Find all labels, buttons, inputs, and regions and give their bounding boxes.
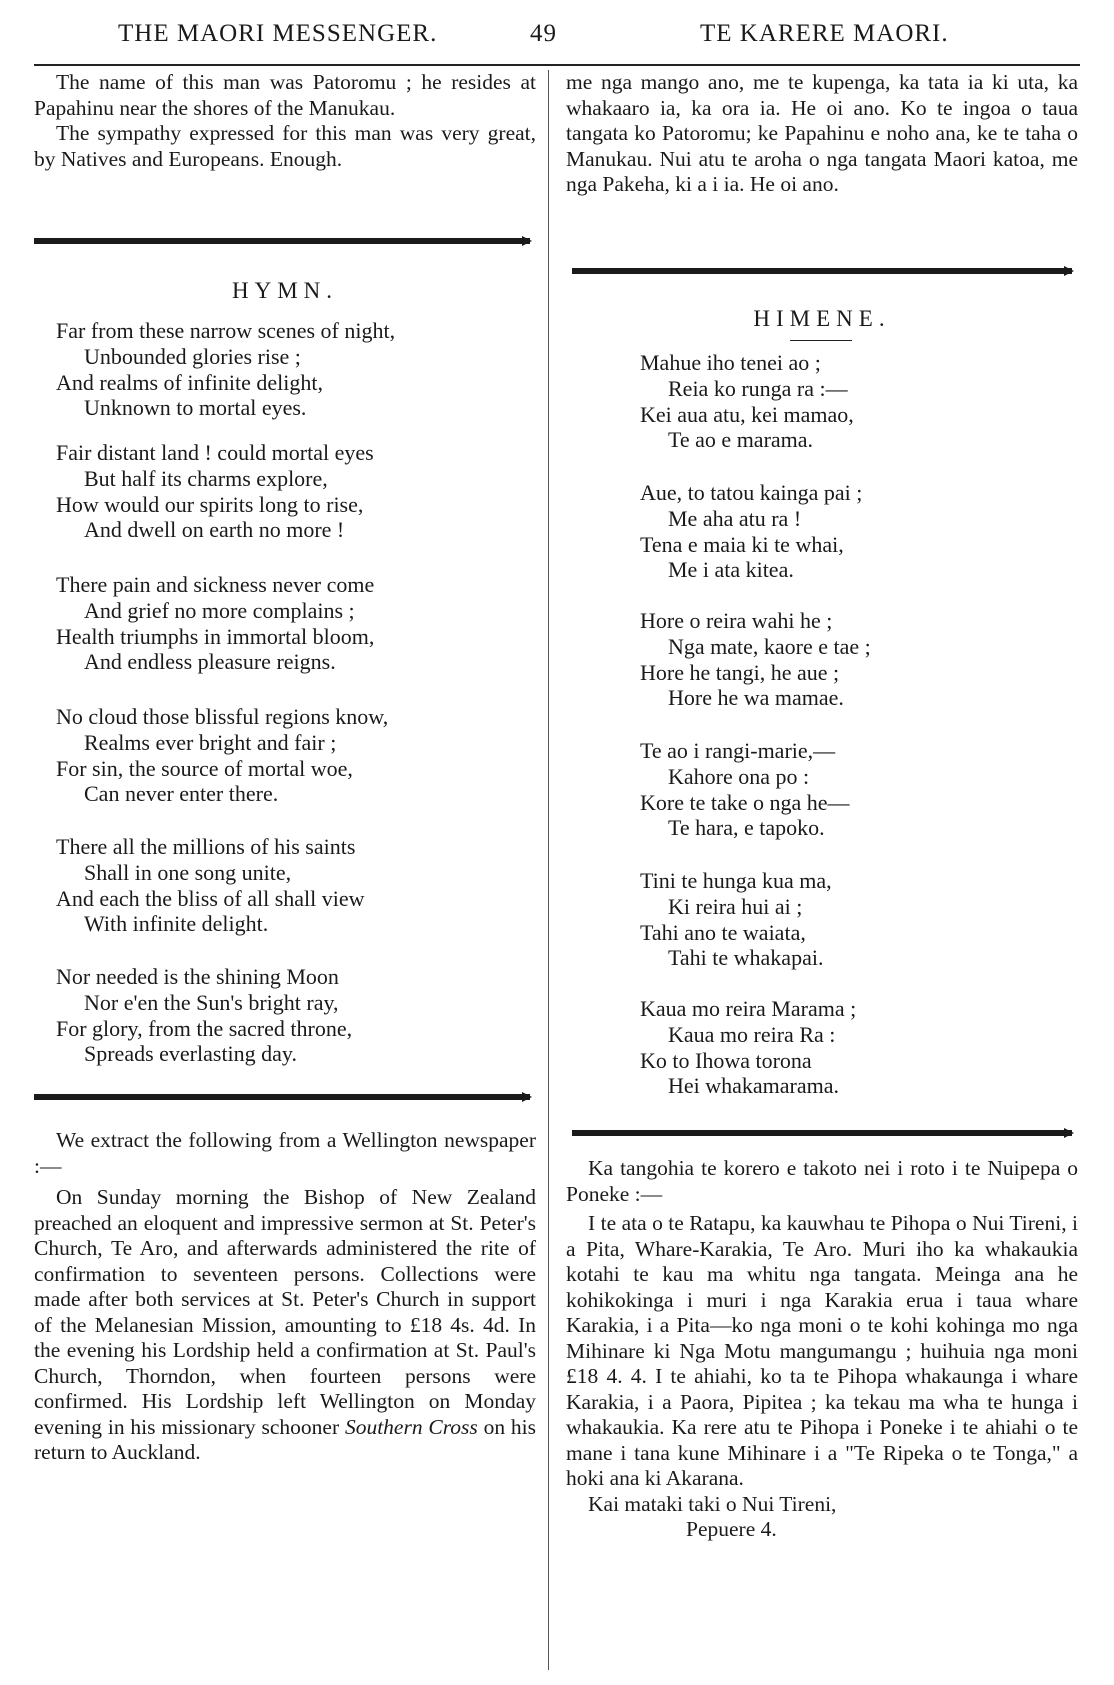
- hymn-line: Can never enter there.: [84, 781, 279, 807]
- hymn-line: Unbounded glories rise ;: [84, 343, 301, 369]
- extract-end-text: on his return to Auckland.: [34, 1414, 537, 1464]
- hymn-line: Realms ever bright and fair ;: [84, 729, 337, 755]
- himene-line: Tena e maia ki te whai,: [640, 531, 844, 557]
- hymn-line: And endless pleasure reigns.: [84, 649, 336, 675]
- hymn-line: Fair distant land ! could mortal eyes: [56, 440, 374, 465]
- himene-line: Hore he wa mamae.: [668, 685, 844, 711]
- himene-line: Te ao i rangi-marie,—: [640, 738, 836, 763]
- maori-intro-paragraph: me nga mango ano, me te kupenga, ka tata ia ki uta, ka whakaaro ia, ka ora ia. He oi ano. Ko te ingoa o taua tangata ko Patoromu; ke Papahinu e noho ana, ke te taha o Manukau. Nui atu te aroha o nga tangata Maori katoa, me nga Pakeha, ki a i ia. He oi ano.: [566, 70, 1078, 196]
- header-rule: [34, 64, 1080, 66]
- hymn-stanza-6: [56, 964, 352, 1067]
- hymn-line: No cloud those blissful regions know,: [56, 704, 389, 729]
- ship-name: Southern Cross: [344, 1414, 478, 1439]
- title-underline: [790, 340, 852, 341]
- himene-line: Tahi te whakapai.: [668, 945, 824, 971]
- himene-stanza-1: [640, 350, 854, 453]
- poneke-extract: [566, 1156, 1078, 1543]
- hymn-line: How would our spirits long to rise,: [56, 491, 364, 517]
- hymn-line: Shall in one song unite,: [84, 859, 292, 885]
- himene-line: Mahue iho tenei ao ;: [640, 350, 821, 375]
- himene-line: Ko to Ihowa torona: [640, 1047, 812, 1073]
- column-divider: [548, 70, 549, 1670]
- himene-line: Reia ko runga ra :—: [668, 375, 848, 401]
- page-header: [0, 0, 1114, 52]
- hymn-line: And dwell on earth no more !: [84, 517, 345, 543]
- hymn-stanza-5: [56, 834, 365, 937]
- himene-line: Kahore ona po :: [668, 763, 810, 789]
- wellington-extract: [34, 1128, 536, 1466]
- extract-intro: We extract the following from a Wellington newspaper :—: [34, 1128, 536, 1178]
- himene-line: Ki reira hui ai ;: [668, 893, 803, 919]
- himene-line: Te hara, e tapoko.: [668, 815, 825, 841]
- himene-line: Kaua mo reira Marama ;: [640, 996, 857, 1021]
- hymn-line: There pain and sickness never come: [56, 572, 375, 597]
- hymn-line: Health triumphs in immortal bloom,: [56, 623, 375, 649]
- hymn-line: But half its charms explore,: [84, 465, 328, 491]
- header-maori-title: TE KARERE MAORI.: [700, 20, 949, 47]
- section-rule-left-2: [34, 1094, 530, 1100]
- hymn-stanza-2: [56, 440, 374, 543]
- himene-line: Tahi ano te waiata,: [640, 919, 806, 945]
- himene-stanza-2: [640, 480, 862, 583]
- signoff: Kai mataki taki o Nui Tireni,: [588, 1491, 837, 1516]
- himene-line: Hore he tangi, he aue ;: [640, 659, 840, 685]
- section-rule-right-1: [572, 268, 1072, 274]
- himene-stanza-4: [640, 738, 850, 841]
- hymn-line: With infinite delight.: [84, 911, 269, 937]
- sympathy-paragraph: The sympathy expressed for this man was very great, by Natives and Europeans. Enough.: [34, 121, 536, 171]
- hymn-line: Nor e'en the Sun's bright ray,: [84, 989, 339, 1015]
- date-line: Pepuere 4.: [686, 1517, 777, 1541]
- section-rule-left-1: [34, 238, 530, 244]
- himene-stanza-3: [640, 608, 871, 711]
- himene-line: Me i ata kitea.: [668, 557, 794, 583]
- himene-stanza-5: [640, 868, 832, 971]
- himene-line: Te ao e marama.: [668, 427, 814, 453]
- hymn-line: For sin, the source of mortal woe,: [56, 755, 353, 781]
- hymn-line: And grief no more complains ;: [84, 597, 355, 623]
- himene-line: Me aha atu ra !: [668, 505, 802, 531]
- himene-title: HIMENE.: [753, 306, 891, 331]
- section-rule-right-2: [572, 1130, 1072, 1136]
- himene-line: Kore te take o nga he—: [640, 789, 850, 815]
- hymn-line: There all the millions of his saints: [56, 834, 356, 859]
- himene-line: Aue, to tatou kainga pai ;: [640, 480, 863, 505]
- page-number: 49: [530, 20, 557, 47]
- right-intro-text: [566, 70, 1078, 198]
- hymn-line: For glory, from the sacred throne,: [56, 1015, 353, 1041]
- hymn-title: HYMN.: [231, 278, 339, 303]
- hymn-line: And realms of infinite delight,: [56, 369, 323, 395]
- patoromu-paragraph: The name of this man was Patoromu ; he resides at Papahinu near the shores of the Manukau.: [34, 70, 536, 120]
- maori-extract-body: I te ata o te Ratapu, ka kauwhau te Pihopa o Nui Tireni, i a Pita, Whare-Karakia, Te Aro. Muri iho ka whakaukia kotahi te kau ma whitu nga tangata. Meinga ana he kohikokinga i muri i nga Karakia erua i taua whare Karakia, i a Pita—ko nga moni o te kohi kohinga mo nga Mihinare ki Nga Motu mangumangu ; huihuia nga moni £18 4. 4. I te ahiahi, ko ta te Pihopa whakaunga i whare Karakia, i a Paora, Pipitea ; ka tekau ma wha te hunga i whakaukia. Ka rere atu te Pihopa i Poneke i te ahiahi o te mane i tana kune Mihinare i a "Te Ripeka o te Tonga," a hoki ana ki Akarana.: [566, 1211, 1078, 1490]
- himene-stanza-6: [640, 996, 856, 1099]
- hymn-stanza-1: [56, 318, 395, 421]
- hymn-stanza-3: [56, 572, 374, 675]
- himene-line: Kei aua atu, kei mamao,: [640, 401, 854, 427]
- himene-line: Nga mate, kaore e tae ;: [668, 633, 871, 659]
- himene-line: Tini te hunga kua ma,: [640, 868, 832, 893]
- maori-extract-intro: Ka tangohia te korero e takoto nei i roto i te Nuipepa o Poneke :—: [566, 1156, 1078, 1206]
- extract-body: [34, 1185, 536, 1466]
- hymn-stanza-4: [56, 704, 388, 807]
- hymn-line: Nor needed is the shining Moon: [56, 964, 339, 989]
- hymn-line: Unknown to mortal eyes.: [84, 395, 307, 421]
- hymn-line: Spreads everlasting day.: [84, 1041, 298, 1067]
- himene-line: Hore o reira wahi he ;: [640, 608, 833, 633]
- himene-line: Hei whakamarama.: [668, 1073, 840, 1099]
- left-intro-text: [34, 70, 536, 172]
- header-english-title: THE MAORI MESSENGER.: [118, 20, 438, 47]
- hymn-line: Far from these narrow scenes of night,: [56, 318, 396, 343]
- extract-body-text: On Sunday morning the Bishop of New Zealand preached an eloquent and impressive sermon at St. Peter's Church, Te Aro, and afterwards administered the rite of confirmation to seventeen persons. Collections were made after both services at St. Peter's Church in support of the Melanesian Mission, amounting to £18 4s. 4d. In the evening his Lordship held a confirmation at St. Paul's Church, Thorndon, when fourteen persons were confirmed. His Lordship left Wellington on Monday evening in his missionary schooner: [34, 1185, 536, 1439]
- himene-line: Kaua mo reira Ra :: [668, 1021, 836, 1047]
- hymn-line: And each the bliss of all shall view: [56, 885, 365, 911]
